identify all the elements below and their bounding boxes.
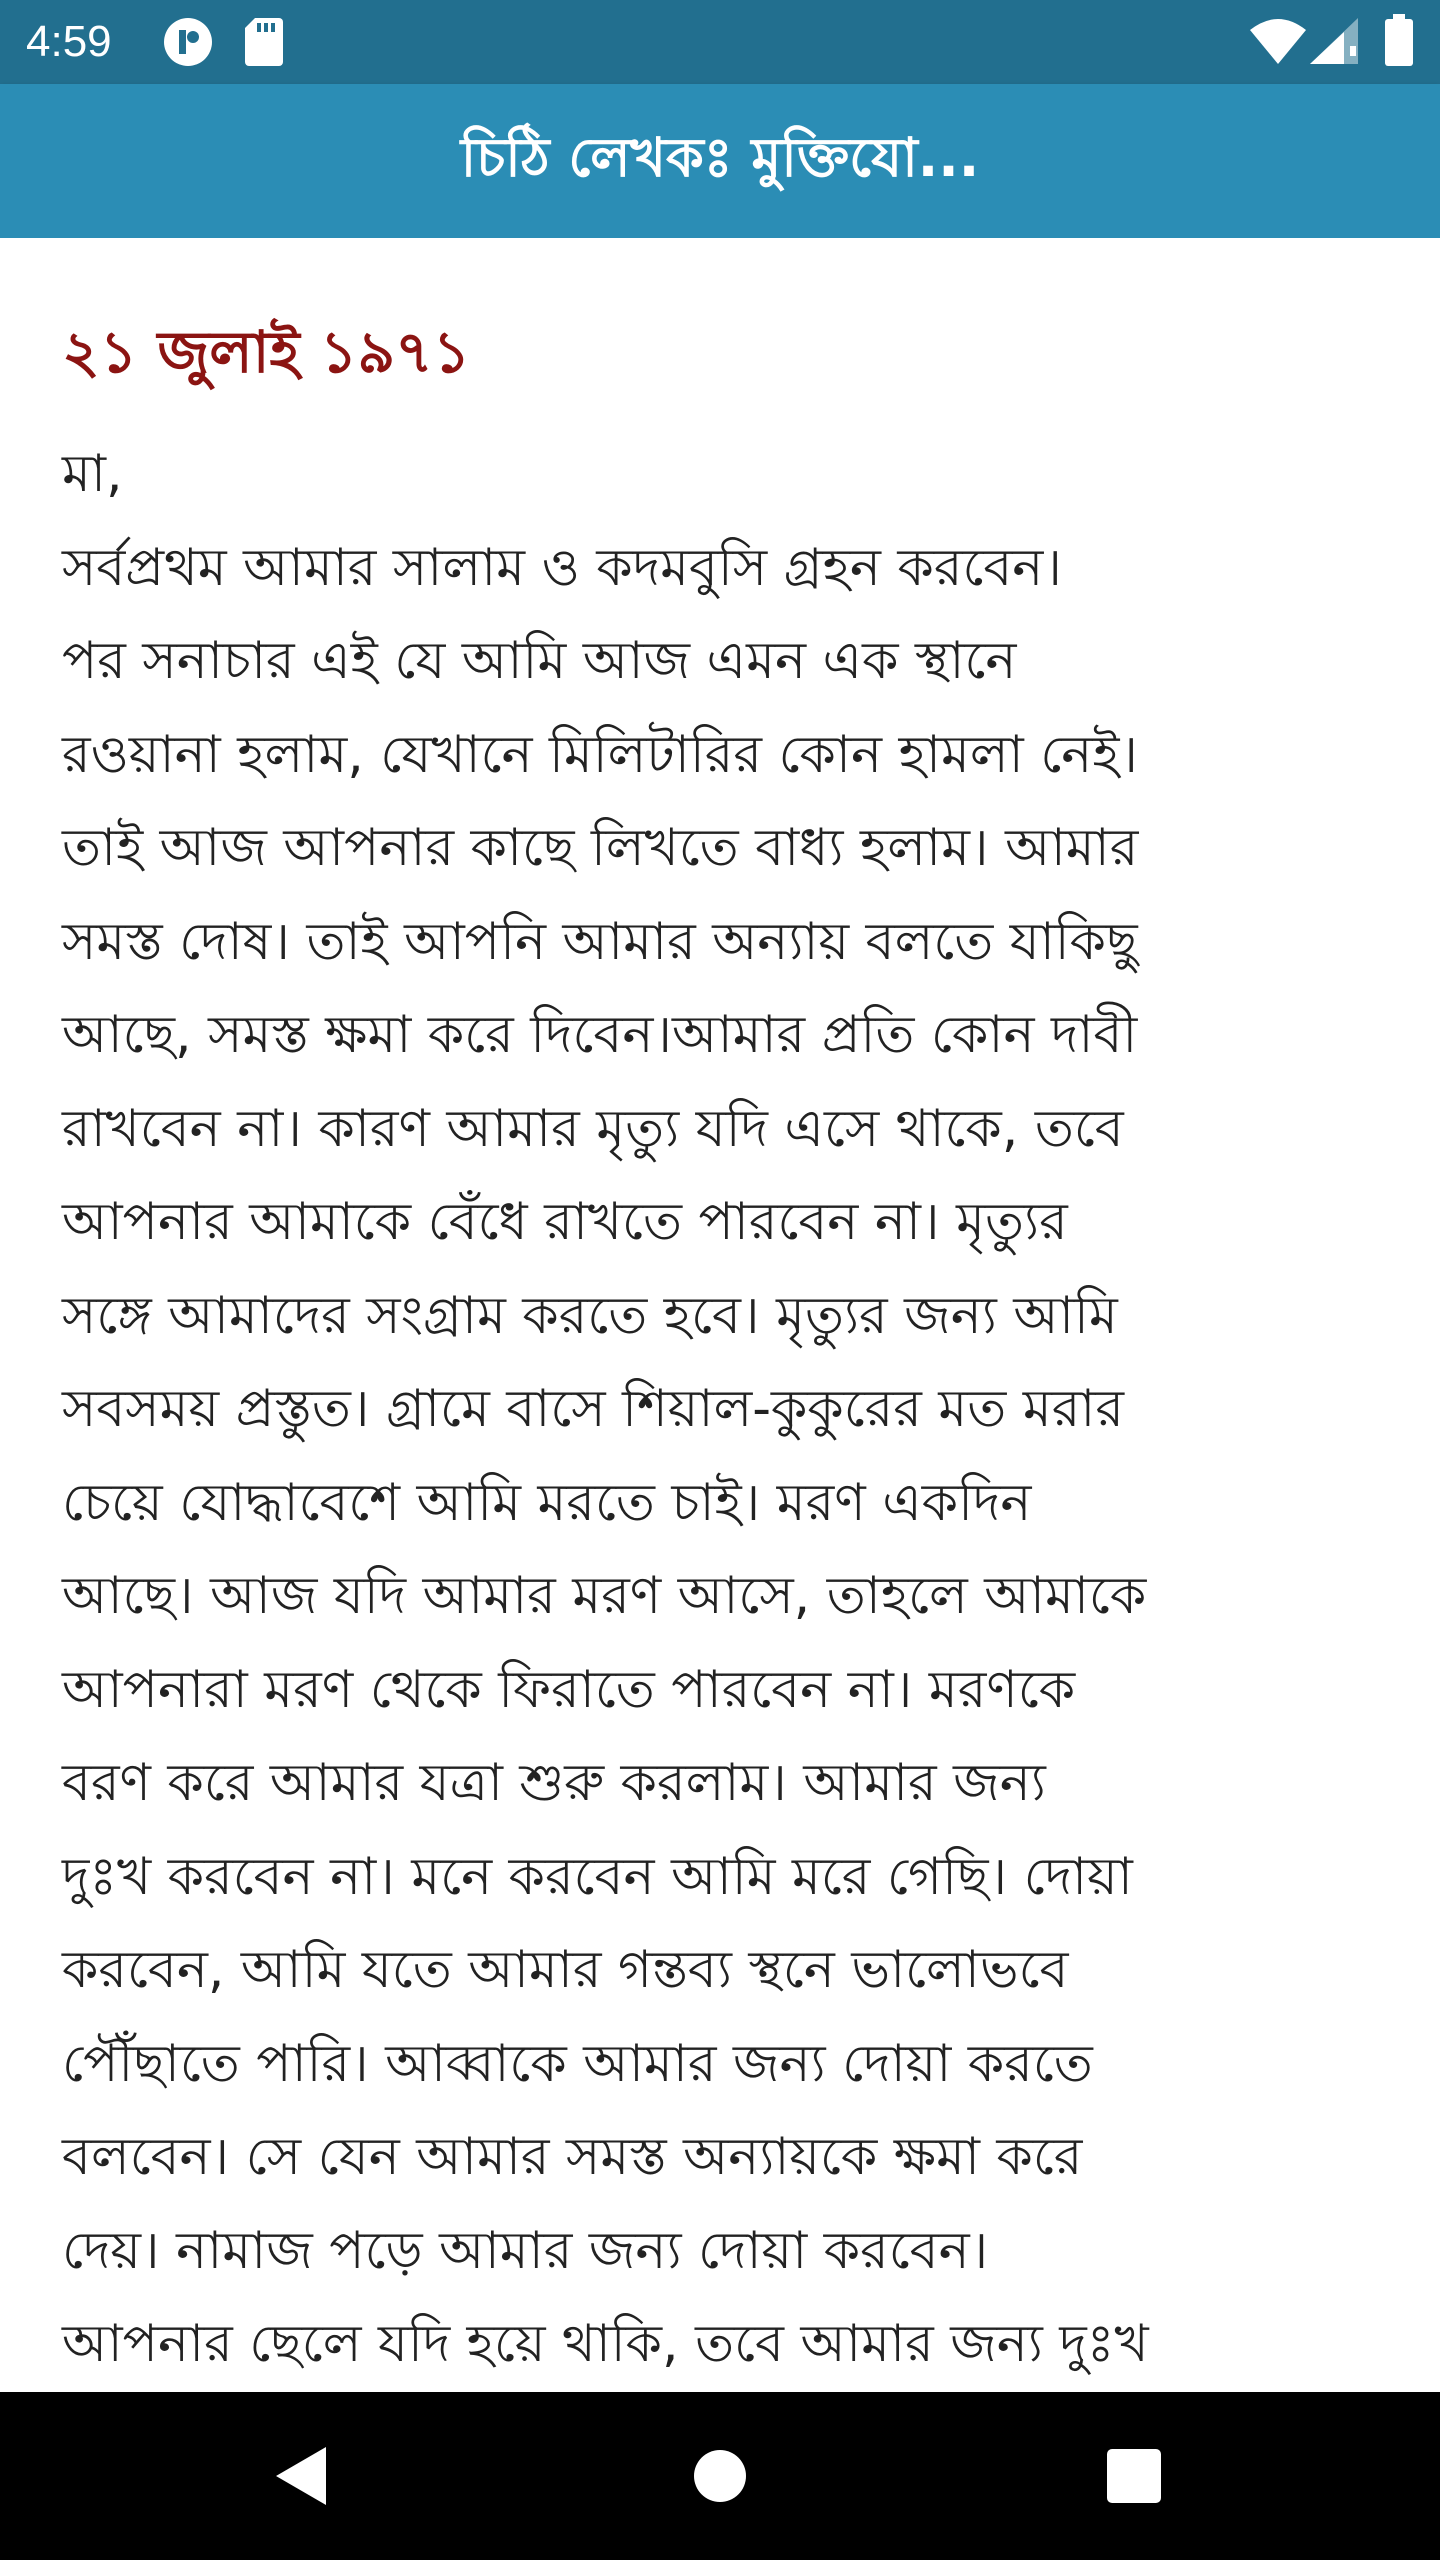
letter-line: বরণ করে আমার যত্রা শুরু করলাম। আমার জন্য <box>62 1753 1046 1813</box>
status-bar <box>0 0 1440 84</box>
letter-line: পৌঁছাতে পারি। আব্বাকে আমার জন্য দোয়া করতে <box>62 2033 1093 2094</box>
letter-line: তাই আজ আপনার কাছে লিখতে বাধ্য হলাম। আমার <box>62 818 1139 878</box>
home-button[interactable] <box>670 2426 770 2526</box>
recents-icon <box>1107 2449 1161 2503</box>
page-title: চিঠি লেখকঃ মুক্তিযো... <box>460 126 980 189</box>
letter-line: বলবেন। সে যেন আমার সমস্ত অন্যায়কে ক্ষমা করে <box>62 2127 1083 2187</box>
recents-button[interactable] <box>1084 2426 1184 2526</box>
letter-line: মা, <box>62 444 123 504</box>
cell-signal-icon <box>1310 18 1358 68</box>
letter-line: আপনারা মরণ থেকে ফিরাতে পারবেন না। মরণকে <box>62 1659 1076 1720</box>
home-icon <box>692 2448 748 2504</box>
back-icon <box>270 2443 330 2509</box>
navigation-bar <box>0 2392 1440 2560</box>
letter-line: আপনার ছেলে যদি হয়ে থাকি, তবে আমার জন্য দুঃখ <box>62 2314 1149 2374</box>
letter-line: পর সনাচার এই যে আমি আজ এমন এক স্থানে <box>62 631 1017 691</box>
battery-icon <box>1385 14 1413 70</box>
letter-content[interactable] <box>0 238 1440 2392</box>
wifi-icon <box>1250 18 1306 68</box>
letter-line: আছে। আজ যদি আমার মরণ আসে, তাহলে আমাকে <box>62 1566 1147 1626</box>
letter-line: সর্বপ্রথম আমার সালাম ও কদমবুসি গ্রহন করবেন। <box>62 537 1062 598</box>
status-time: 4:59 <box>26 17 112 66</box>
app-bar <box>0 84 1440 238</box>
letter-line: সবসময় প্রস্তুত। গ্রামে বাসে শিয়াল-কুকুরের মত মরার <box>62 1379 1124 1439</box>
letter-line: চেয়ে যোদ্ধাবেশে আমি মরতে চাই। মরণ একদিন <box>62 1472 1032 1533</box>
back-button[interactable] <box>250 2426 350 2526</box>
vpn-key-icon <box>162 16 214 72</box>
letter-line: রওয়ানা হলাম, যেখানে মিলিটারির কোন হামলা নেই। <box>62 724 1138 785</box>
letter-line: দেয়। নামাজ পড়ে আমার জন্য দোয়া করবেন। <box>62 2220 989 2281</box>
letter-line: করবেন, আমি যতে আমার গন্তব্য স্থনে ভালোভবে <box>62 1940 1069 2000</box>
letter-line: সমস্ত দোষ। তাই আপনি আমার অন্যায় বলতে যাকিছু <box>62 911 1138 972</box>
letter-line: আছে, সমস্ত ক্ষমা করে দিবেন।আমার প্রতি কোন দাবী <box>62 1005 1138 1065</box>
letter-body <box>62 428 1392 2392</box>
letter-line: সঙ্গে আমাদের সংগ্রাম করতে হবে। মৃত্যুর জন্য আমি <box>62 1285 1118 1346</box>
letter-date: ২১ জুলাই ১৯৭১ <box>62 318 471 386</box>
sd-card-icon <box>245 18 283 70</box>
letter-line: আপনার আমাকে বেঁধে রাখতে পারবেন না। মৃত্যুর <box>62 1192 1068 1252</box>
letter-line: দুঃখ করবেন না। মনে করবেন আমি মরে গেছি। দোয়া <box>62 1846 1133 1907</box>
letter-line: রাখবেন না। কারণ আমার মৃত্যু যদি এসে থাকে, তবে <box>62 1098 1124 1159</box>
